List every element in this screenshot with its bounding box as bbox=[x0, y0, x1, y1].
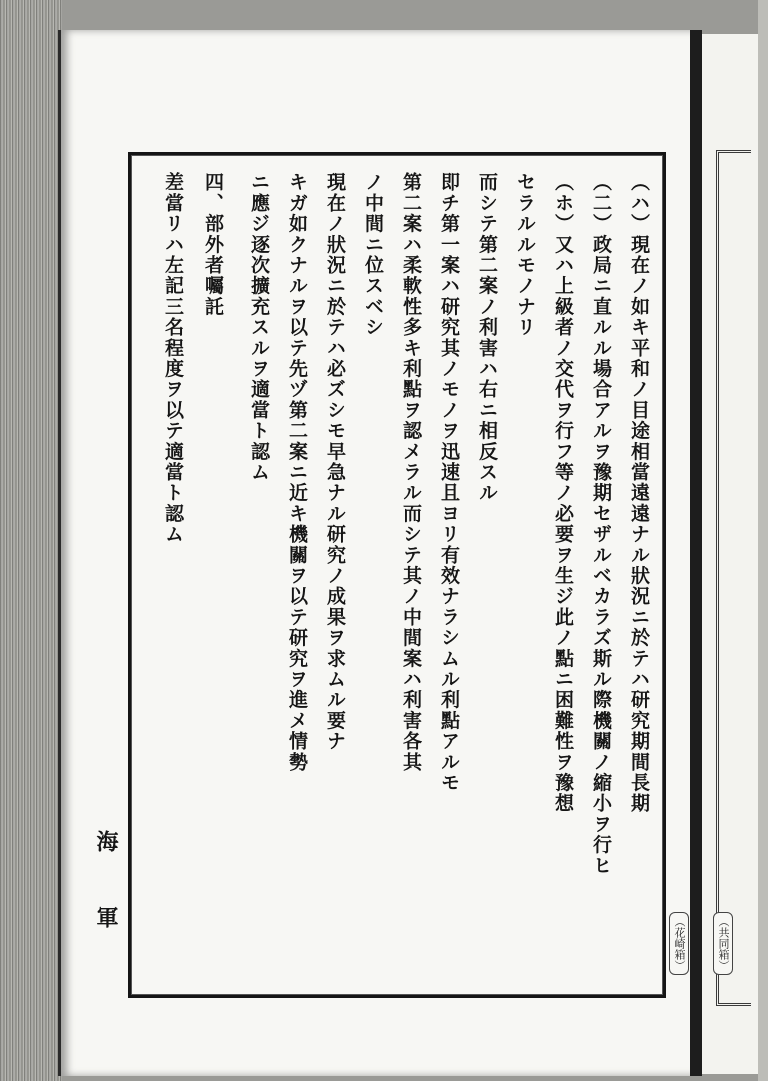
vertical-text-body bbox=[150, 172, 654, 987]
text-column: ノ中間ニ位スベシ bbox=[362, 172, 384, 338]
text-column: キガ如クナルヲ以テ先ヅ第二案ニ近キ機關ヲ以テ研究ヲ進メ情勢 bbox=[286, 172, 308, 773]
text-column: （ハ）現在ノ如キ平和ノ目途相當遠遠ナル狀況ニ於テハ研究期間長期 bbox=[628, 172, 650, 814]
scan-left-edge bbox=[0, 0, 62, 1081]
text-column: （ホ）又ハ上級者ノ交代ヲ行フ等ノ必要ヲ生ジ此ノ點ニ困難性ヲ豫想 bbox=[552, 172, 574, 814]
text-column: 第二案ハ柔軟性多キ利點ヲ認メラル而シテ其ノ中間案ハ利害各其 bbox=[400, 172, 422, 773]
text-column: 現在ノ狀況ニ於テハ必ズシモ早急ナル研究ノ成果ヲ求ムル要ナ bbox=[324, 172, 346, 752]
section-heading: 四、部外者囑託 bbox=[202, 172, 224, 317]
text-column: 而シテ第二案ノ利害ハ右ニ相反スル bbox=[476, 172, 498, 504]
text-column: 差當リハ左記三名程度ヲ以テ適當ト認ム bbox=[162, 172, 184, 545]
scan-right-edge bbox=[758, 0, 768, 1081]
text-column: （二）政局ニ直ルル場合アルヲ豫期セザルベカラズ斯ル際機關ノ縮小ヲ行ヒ bbox=[590, 172, 612, 876]
box-label-adjacent: （共同箱） bbox=[713, 912, 733, 975]
box-label-main: （花崎箱） bbox=[669, 912, 689, 975]
running-head: 海軍 bbox=[93, 830, 119, 982]
text-column: 即チ第一案ハ研究其ノモノヲ迅速且ヨリ有效ナラシムル利點アルモ bbox=[438, 172, 460, 793]
page-gutter bbox=[690, 30, 702, 1076]
text-column: ニ應ジ逐次擴充スルヲ適當ト認ム bbox=[248, 172, 270, 483]
text-column: セラルルモノナリ bbox=[514, 172, 536, 338]
adjacent-page-frame bbox=[716, 150, 751, 1006]
